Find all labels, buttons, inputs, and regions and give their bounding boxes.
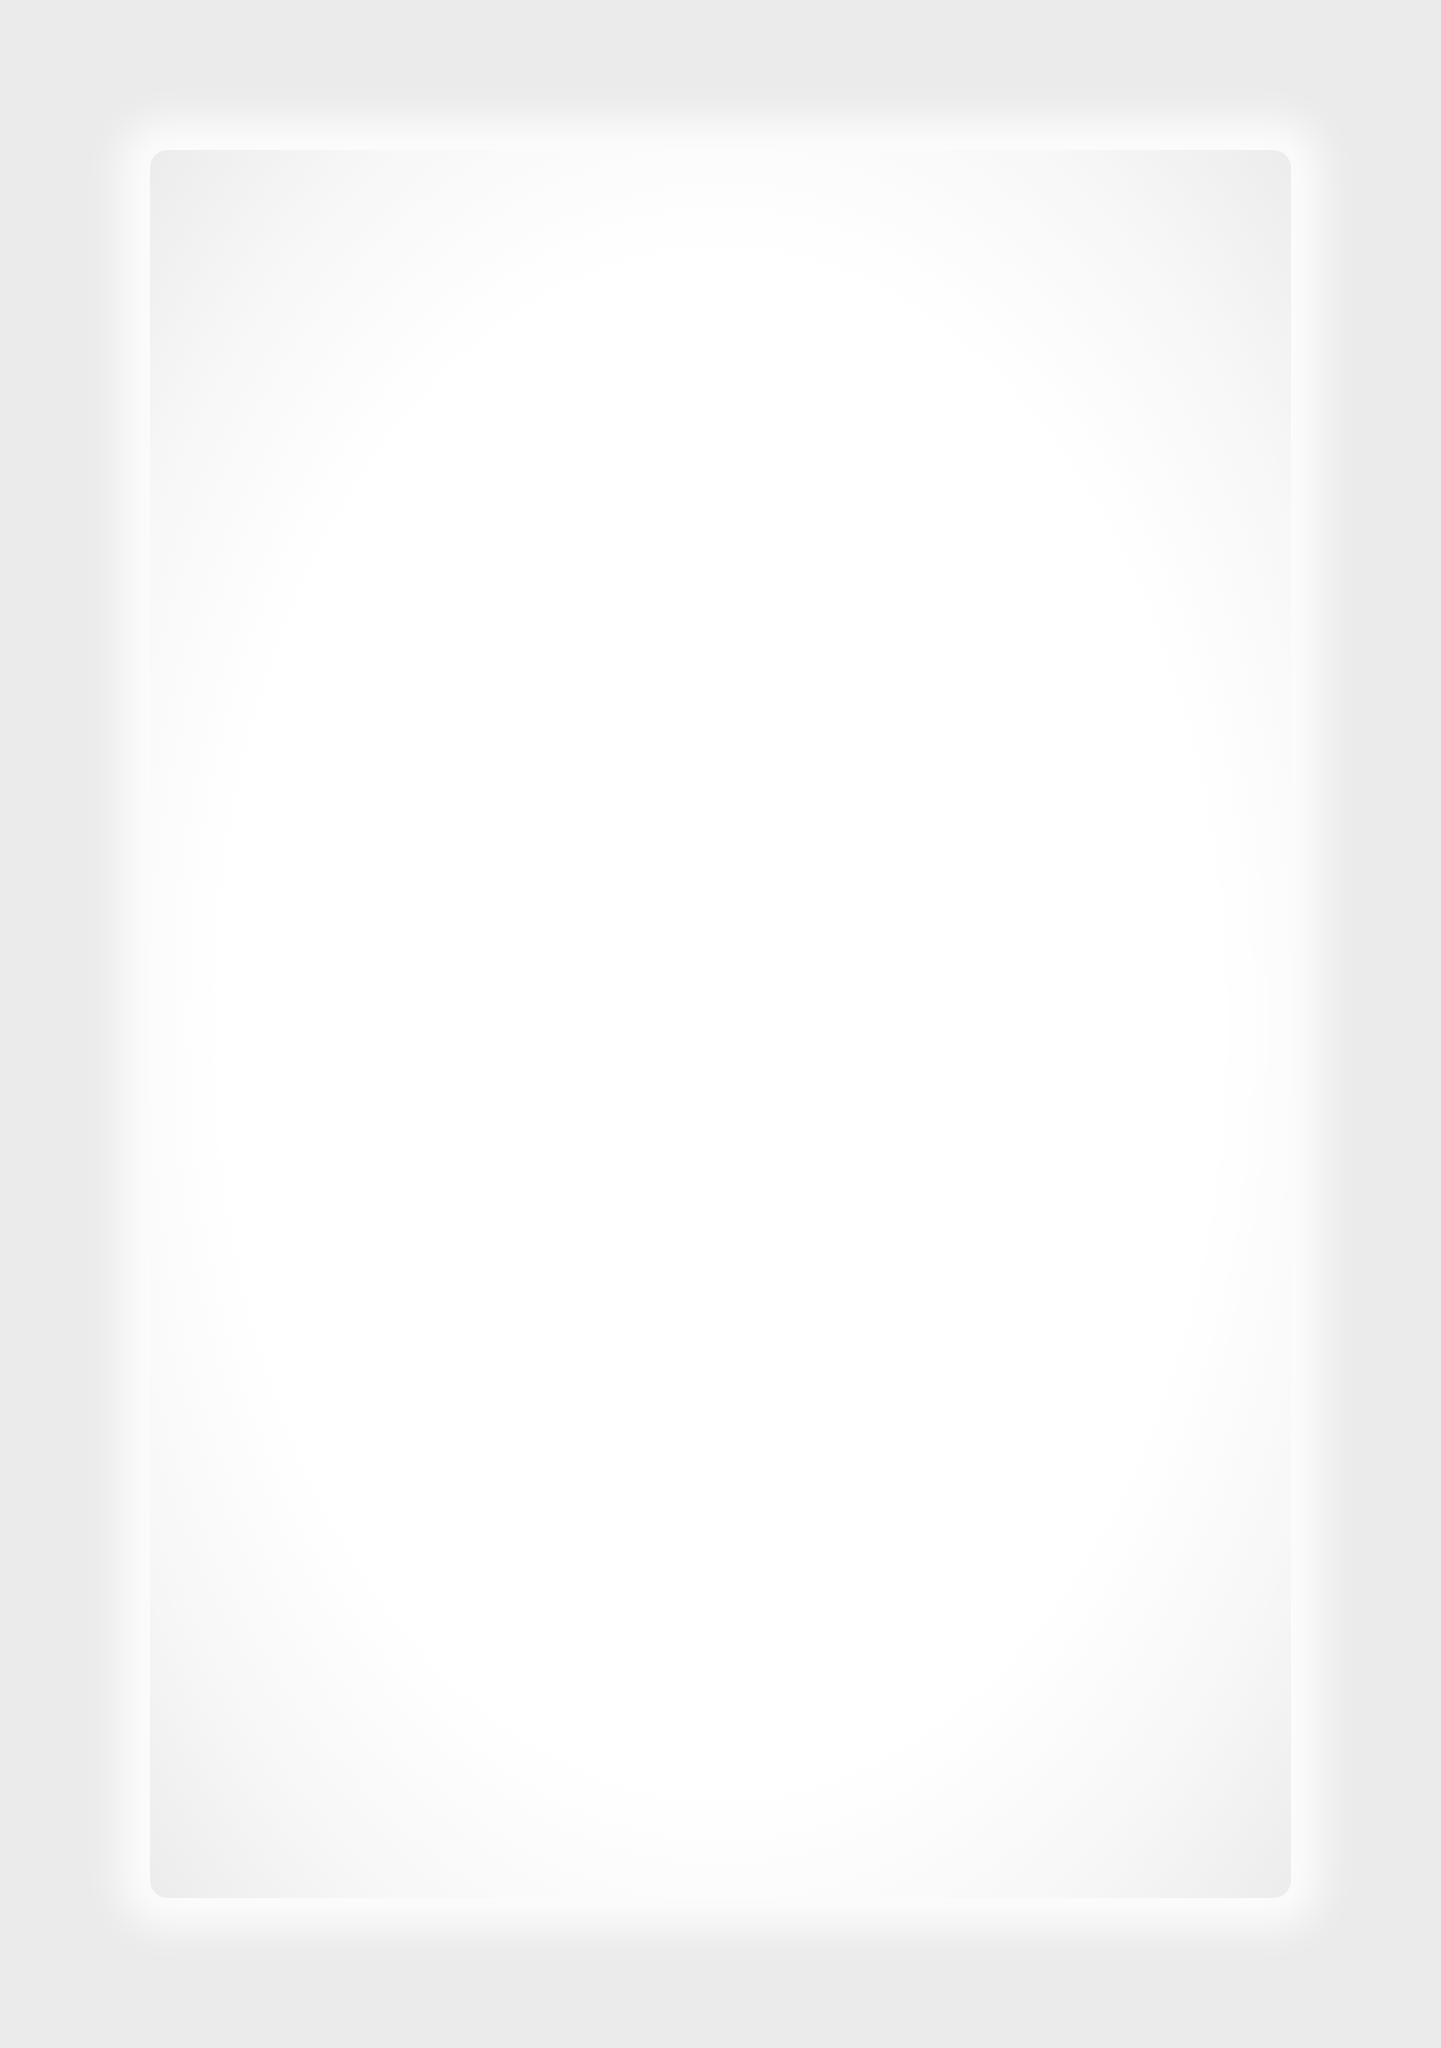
letter-panel [150, 150, 1291, 1898]
